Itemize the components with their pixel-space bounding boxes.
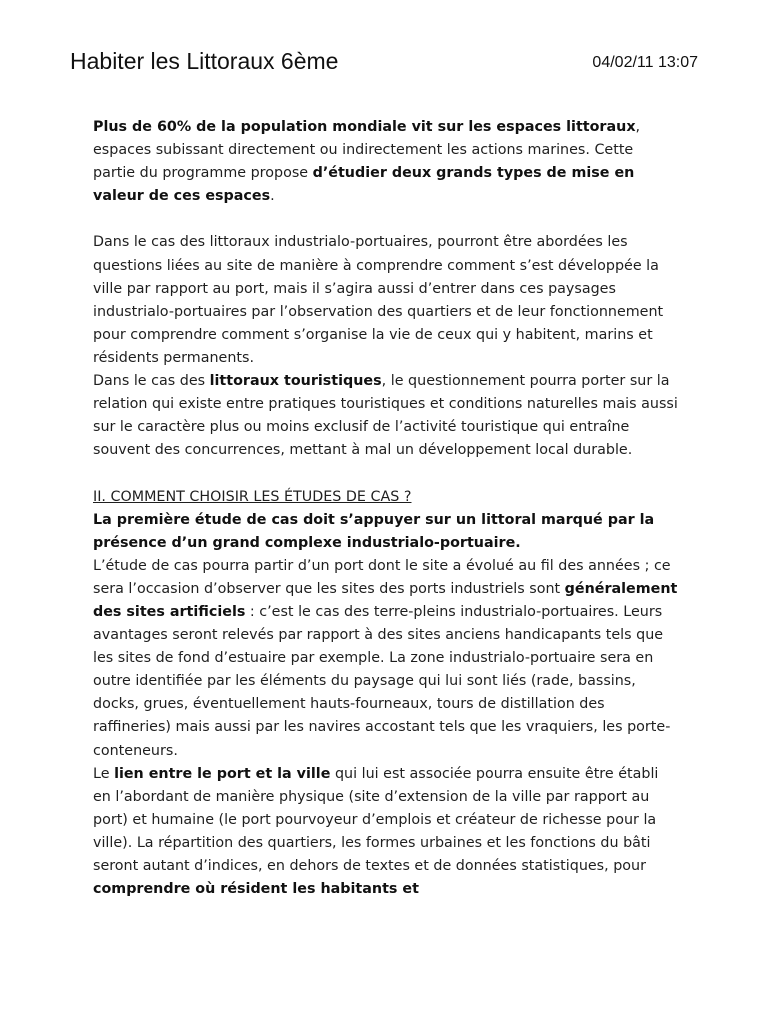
- paragraph-gap: [93, 208, 678, 231]
- paragraph-port-sites: [93, 555, 678, 763]
- text-run: L’étude de cas pourra partir d’un port dont le site a évolué au fil des années ; ce sera l’occasion d’observer que les sites des ports industriels sont: [93, 557, 671, 597]
- paragraph-intro: [93, 116, 678, 208]
- document-datetime: 04/02/11 13:07: [592, 54, 698, 71]
- paragraph-first-case-study: [93, 509, 678, 555]
- text-run: Dans le cas des littoraux industrialo-portuaires, pourront être abordées les questions liées au site de manière à comprendre comment s’est développée la ville par rapport au port, mais il s’agira aussi d’entrer dans ces paysages industrialo-portuaires par l’observation des quartiers et de leur fonctionnement pour comprendre comment s’organise la vie de ceux qui y habitent, marins et résidents permanents.: [93, 234, 664, 366]
- paragraph-port-city-link: [93, 763, 678, 902]
- section-heading: II. COMMENT CHOISIR LES ÉTUDES DE CAS ?: [93, 488, 412, 505]
- text-run: , espaces subissant directement ou indirectement les actions marines. Cette partie du programme propose: [93, 119, 641, 182]
- bold-text-run: lien entre le port et la ville: [114, 765, 331, 782]
- paragraph-gap: [93, 462, 678, 485]
- bold-text-run: La première étude de cas doit s’appuyer sur un littoral marqué par la présence d’un grand complexe industrialo-portuaire.: [93, 511, 655, 551]
- text-run: qui lui est associée pourra ensuite être établi en l’abordant de manière physique (site d’extension de la ville par rapport au port) et humaine (le port pourvoyeur d’emplois et créateur de richesse pour la ville). La répartition des quartiers, les formes urbaines et les fonctions du bâti seront autant d’indices, en dehors de textes et de données statistiques, pour: [93, 765, 659, 874]
- text-run: , le questionnement pourra porter sur la relation qui existe entre pratiques touristiques et conditions naturelles mais aussi sur le caractère plus ou moins exclusif de l’activité touristique qui entraîne souvent des concurrences, mettant à mal un développement local durable.: [93, 373, 678, 459]
- paragraph-industrial-ports: [93, 231, 678, 370]
- bold-text-run: généralement des sites artificiels: [93, 580, 678, 620]
- document-title: Habiter les Littoraux 6ème: [70, 48, 339, 74]
- bold-text-run: comprendre où résident les habitants et: [93, 881, 419, 898]
- bold-text-run: Plus de 60% de la population mondiale vit sur les espaces littoraux: [93, 119, 636, 135]
- paragraph-tourist-coasts: [93, 370, 678, 462]
- bold-text-run: littoraux touristiques: [209, 373, 382, 390]
- text-run: Le: [93, 765, 115, 782]
- text-run: Dans le cas des: [93, 373, 210, 390]
- text-run: : c’est le cas des terre-pleins industrialo-portuaires. Leurs avantages seront relevés par rapport à des sites anciens handicapants tels que les sites de fond d’estuaire par exemple. La zone industrialo-portuaire sera en outre identifiée par les éléments du paysage qui lui sont liés (rade, bassins, docks, grues, éventuellement hauts-fourneaux, tours de distillation des raffineries) mais aussi par les navires accostant tels que les vraquiers, les porte-conteneurs.: [93, 603, 671, 759]
- text-run: .: [270, 188, 275, 205]
- page-header: [70, 48, 698, 80]
- bold-text-run: d’étudier deux grands types de mise en valeur de ces espaces: [93, 165, 635, 205]
- document-body: [93, 116, 678, 901]
